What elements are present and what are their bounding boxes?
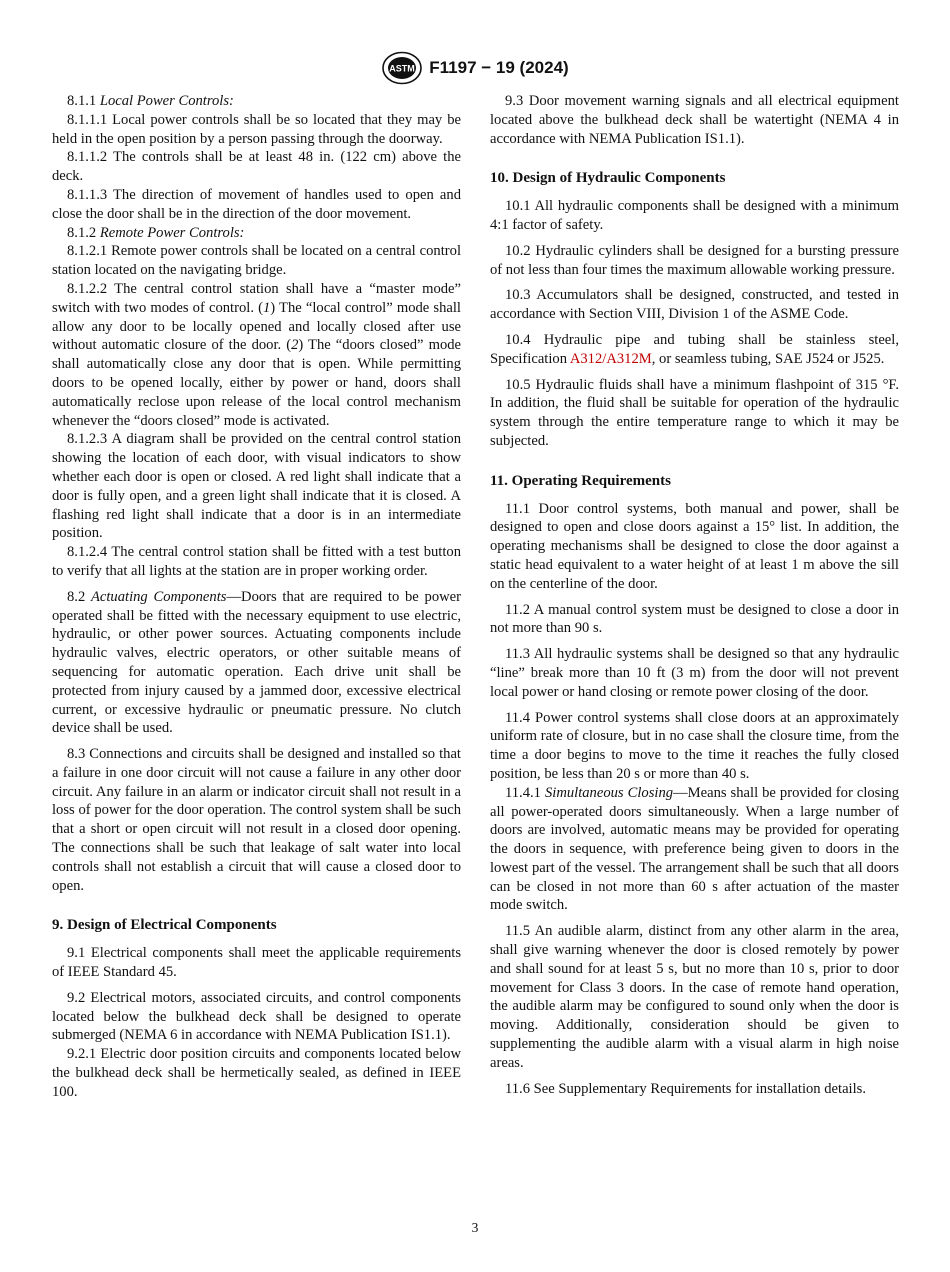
section-8-1-1-3: 8.1.1.3 The direction of movement of handles used to open and close the door shall be in the direction of the door movement. [52,186,461,222]
section-11-4-1-number: 11.4.1 [505,784,541,801]
section-8-1-2-2-enum-2: 2 [291,337,299,354]
section-8-1-2 [52,224,461,243]
section-10-2: 10.2 Hydraulic cylinders shall be designed for a bursting pressure of not less than four times the maximum allowable working pressure. [490,242,899,278]
section-8-1-2-2-part-c: ) The “doors closed” mode shall automatically close any door that is open. While permitting doors to be opened locally, either by power or hand, doors shall automatically reclose upon release of the local control mechanism whenever the “doors closed” mode is activated. [52,337,462,429]
section-11-2: 11.2 A manual control system must be designed to close a door in not more than 90 s. [490,601,899,637]
section-8-2-number: 8.2 [67,588,86,605]
section-8-1-2-2-part-a: 8.1.2.2 The central control station shall have a “master mode” switch with two modes of control. ( [52,280,461,316]
section-8-2-title: Actuating Components [90,588,227,605]
section-10-5: 10.5 Hydraulic fluids shall have a minimum flashpoint of 315 °F. In addition, the fluid shall be suitable for operation of the hydraulic system through the entire temperature range to which it may be subjected. [490,376,899,449]
heading-section-10: 10. Design of Hydraulic Components [490,170,726,187]
section-9-2: 9.2 Electrical motors, associated circuits, and control components located below the bulkhead deck shall be designed to operate submerged (NEMA 6 in accordance with NEMA Publication IS1.1). [52,989,461,1044]
section-8-1-2-3: 8.1.2.3 A diagram shall be provided on the central control station showing the location of each door, with visual indicators to show whether each door is open or closed. A red light shall indicate that a door is fully open, and a green light shall indicate that it is closed. A flashing red light shall indicate that a door is in an intermediate position. [52,431,461,542]
section-9-2-1: 9.2.1 Electric door position circuits and components located below the bulkhead deck shall be hermetically sealed, as defined in IEEE 100. [52,1046,461,1100]
section-11-6: 11.6 See Supplementary Requirements for installation details. [505,1080,866,1097]
spec-a312-link[interactable]: A312/A312M [569,350,652,367]
section-10-4-part-a: 10.4 Hydraulic pipe and tubing shall be stainless steel, Specification [490,331,899,367]
section-11-4: 11.4 Power control systems shall close doors at an approximately uniform rate of closure, but in no case shall the closure time, from the time a door begins to move to the time it reaches the fully closed position, be less than 20 s or more than 40 s. [490,709,899,782]
section-8-1-1-number: 8.1.1 [67,93,97,109]
astm-logo-icon [381,51,423,85]
heading-section-9: 9. Design of Electrical Components [52,917,277,934]
section-8-1-2-title: Remote Power Controls: [99,224,245,241]
section-8-1-2-2-enum-1: 1 [262,299,271,316]
section-11-5: 11.5 An audible alarm, distinct from any other alarm in the area, shall give warning whenever the door is closed remotely by power and shall sound for at least 5 s, but no more than 10 s, prior to door movement for Class 3 doors. In the case of remote hand operation, the audible alarm may be configured to sound only when the door is moving. Additionally, consideration should be given to supplementing the audible alarm with a visual alarm in high noise areas. [490,923,899,1071]
standard-designation: F1197 − 19 (2024) [429,58,569,77]
section-10-1: 10.1 All hydraulic components shall be designed with a minimum 4:1 factor of safety. [490,198,899,233]
section-11-4-1 [490,784,899,916]
astm-logo-text: ASTM [389,63,416,74]
left-column [52,92,461,1102]
section-8-1-2-2 [52,280,461,430]
page-header [0,50,950,86]
section-8-1-2-1: 8.1.2.1 Remote power controls shall be located on a central control station located on the navigating bridge. [52,243,461,279]
right-column [490,92,899,1098]
section-8-3: 8.3 Connections and circuits shall be designed and installed so that a failure in one door circuit will not cause a failure in any other door circuit. Any failure in an alarm or indicator circuit shall not result in a loss of power for the door operation. The control system shall be such that a short or open circuit will not result in a closed door opening. The connections shall be such that leakage of salt water into local controls shall not establish a circuit that will cause a closed door to open. [52,746,461,894]
section-10-4 [490,331,899,369]
section-11-1: 11.1 Door control systems, both manual and power, shall be designed to open and close doors against a 15° list. In addition, the operating mechanisms shall be designed to close the door against a static head equivalent to a water height of at least 1 m above the sill on the centerline of the door. [490,500,899,592]
section-8-1-1-1: 8.1.1.1 Local power controls shall be so located that they may be held in the open position by a person passing through the doorway. [52,111,461,147]
page-number: 3 [471,1220,479,1235]
section-8-2-body: —Doors that are required to be power operated shall be fitted with the necessary equipment to use electric, hydraulic, or other power sources. Actuating components include hydraulic valves, electric operators, or other suitable means of sequencing for automatic operation. Each drive unit shall be protected from injury caused by a jammed door, excessive electrical current, or excessive hydraulic or pneumatic pressure. No clutch device shall be used. [52,588,461,737]
section-8-1-2-2-part-b: ) The “local control” mode shall allow any door to be locally opened and locally closed after use without automatic closure of the door. ( [52,299,461,354]
section-8-1-2-4: 8.1.2.4 The central control station shall be fitted with a test button to verify that all lights at the station are in proper working order. [52,544,461,579]
heading-section-11: 11. Operating Requirements [490,472,671,489]
section-10-3: 10.3 Accumulators shall be designed, constructed, and tested in accordance with Section VIII, Division 1 of the ASME Code. [490,287,899,323]
section-8-1-2-number: 8.1.2 [67,224,97,241]
section-11-3: 11.3 All hydraulic systems shall be designed so that any hydraulic “line” break more than 10 ft (3 m) from the door will not prevent local power or hand closing or remote power closing of the door. [490,646,899,700]
section-9-3: 9.3 Door movement warning signals and all electrical equipment located above the bulkhead deck shall be watertight (NEMA 4 in accordance with NEMA Publication IS1.1). [490,93,899,147]
section-9-1: 9.1 Electrical components shall meet the applicable requirements of IEEE Standard 45. [52,945,461,981]
section-11-4-1-body: —Means shall be provided for closing all power-operated doors simultaneously. When a large number of doors are involved, automatic means may be provided for operating the doors in sequence, with preference being given to doors in the lowest part of the vessel. The arrangement shall be such that all doors can be closed in not more than 60 s after actuation of the master mode switch. [490,784,899,914]
section-11-4-1-title: Simultaneous Closing [544,784,674,801]
section-8-1-1 [52,92,461,111]
section-8-2 [52,588,461,738]
section-8-1-1-2: 8.1.1.2 The controls shall be at least 48 in. (122 cm) above the deck. [52,149,461,185]
section-10-4-part-b: , or seamless tubing, SAE J524 or J525. [651,350,885,367]
section-8-1-1-title: Local Power Controls: [99,93,234,109]
